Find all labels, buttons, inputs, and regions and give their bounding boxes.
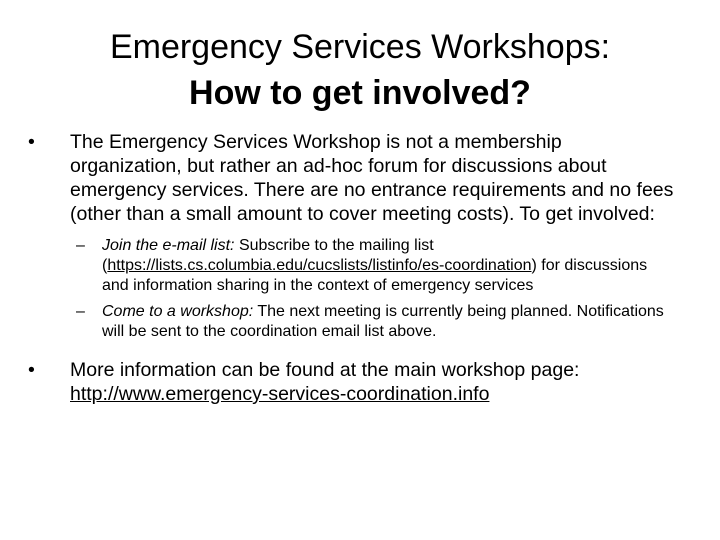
sub-item-workshop	[76, 302, 678, 342]
title-line-1: Emergency Services Workshops:	[109, 28, 611, 66]
sub-marker: –	[76, 237, 85, 254]
sub-list	[28, 236, 678, 342]
mailing-list-link[interactable]: https://lists.cs.columbia.edu/cucslists/listinfo/es-coordination	[107, 257, 532, 274]
bullet-marker: •	[28, 131, 35, 153]
slide-title	[36, 24, 684, 116]
workshop-page-link[interactable]: http://www.emergency-services-coordination.info	[70, 383, 490, 405]
sub-item-mailing-list	[76, 236, 678, 296]
slide-body	[28, 130, 678, 406]
sub-item-lead: Join the e-mail list:	[102, 237, 235, 254]
bullet-intro	[28, 130, 678, 226]
bullet-more-info-text: More information can be found at the main workshop page:	[70, 359, 580, 381]
sub-item-text: The next meeting is currently being planned. Notifications will be sent to the coordination email list above.	[102, 303, 664, 340]
bullet-marker: •	[28, 359, 35, 381]
sub-marker: –	[76, 303, 85, 320]
title-line-2: How to get involved?	[189, 74, 531, 112]
bullet-intro-text: The Emergency Services Workshop is not a membership organization, but rather an ad-hoc forum for discussions about emergency services. There are no entrance requirements and no fees (other than a small amount to cover meeting costs). To get involved:	[70, 131, 674, 225]
sub-item-lead: Come to a workshop:	[102, 303, 254, 320]
sub-item-text-pre: Subscribe to the mailing list (	[102, 237, 434, 274]
sub-item-text-post: ) for discussions and information sharing in the context of emergency services	[102, 257, 648, 294]
bullet-more-info	[28, 358, 678, 406]
